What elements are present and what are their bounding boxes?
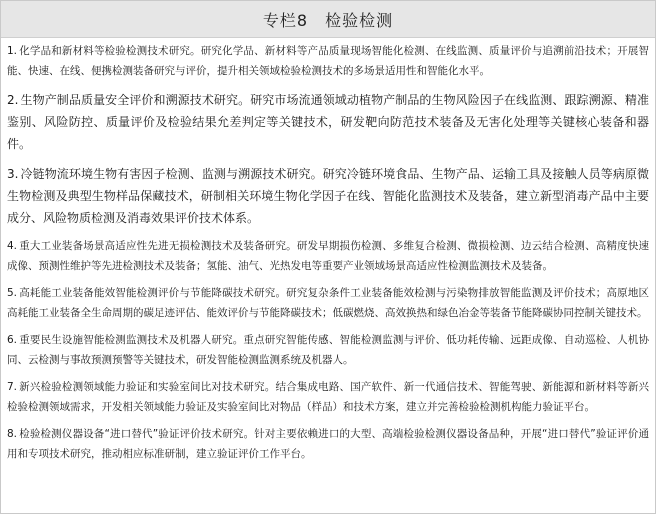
item-list [1,38,655,464]
list-item [7,89,649,155]
item-text: 冷链物流环境生物有害因子检测、监测与溯源技术研究。研究冷链环境食品、生物产品、运输工具及接触人员等病原微生物检测及典型生物样品保藏技术，研制相关环境生物化学因子在线、智能化监测技术及装备，建立新型消毒产品中主要成分、风险物质检测及消毒效果评价技术体系。 [7,167,649,225]
item-text: 重大工业装备场景高适应性先进无损检测技术及装备研究。研发早期损伤检测、多维复合检测、微损检测、边云结合检测、高精度快速成像、预测性维护等先进检测技术及装备；氢能、油气、光热发电等重要产业领域场景高适应性检测监测技术及装备。 [7,240,649,272]
item-text: 化学品和新材料等检验检测技术研究。研究化学品、新材料等产品质量现场智能化检测、在线监测、质量评价与追溯前沿技术；开展智能、快速、在线、便携检测装备研究与评价，提升相关领域检验检测技术的多场景适用性和智能化水平。 [7,45,649,77]
item-text: 检验检测仪器设备“进口替代”验证评价技术研究。针对主要依赖进口的大型、高端检验检测仪器设备品种，开展“进口替代”验证评价通用和专项技术研究，推动相应标准研制，建立验证评价工作平台。 [7,428,649,460]
list-item [7,331,649,370]
item-number: 2. [7,93,19,107]
item-text: 高耗能工业装备能效智能检测评价与节能降碳技术研究。研究复杂条件工业装备能效检测与污染物排放智能监测及评价技术；高原地区高耗能工业装备全生命周期的碳足迹评估、能效评价与节能降碳技术；低碳燃烧、高效换热和绿色冶金等装备节能降碳协同控制关键技术。 [7,287,649,319]
item-text: 新兴检验检测领域能力验证和实验室间比对技术研究。结合集成电路、国产软件、新一代通信技术、智能驾驶、新能源和新材料等新兴检验检测领域需求，开发相关领域能力验证及实验室间比对物品（样品）和技术方案，建立并完善检验检测机构能力验证平台。 [7,381,649,413]
item-number: 5. [7,287,18,299]
list-item [7,163,649,229]
item-number: 7. [7,381,18,393]
item-text: 生物产制品质量安全评价和溯源技术研究。研究市场流通领域动植物产制品的生物风险因子在线监测、跟踪溯源、精准鉴别、风险防控、质量评价及检验结果允差判定等关键技术，研发靶向防范技术装备及无害化处理等关键核心装备和器件。 [7,93,649,151]
list-item [7,42,649,81]
list-item [7,425,649,464]
list-item [7,378,649,417]
list-item [7,237,649,276]
item-number: 6. [7,334,18,346]
item-number: 1. [7,45,18,57]
box-title: 专栏8 检验检测 [262,10,394,30]
box-header [1,1,655,38]
item-text: 重要民生设施智能检测监测技术及机器人研究。重点研究智能传感、智能检测监测与评价、低功耗传输、远距成像、自动巡检、人机协同、云检测与事故预测预警等关键技术，研发智能检测监测系统及机器人。 [7,334,649,366]
item-number: 8. [7,428,18,440]
list-item [7,284,649,323]
item-number: 4. [7,240,18,252]
item-number: 3. [7,167,19,181]
